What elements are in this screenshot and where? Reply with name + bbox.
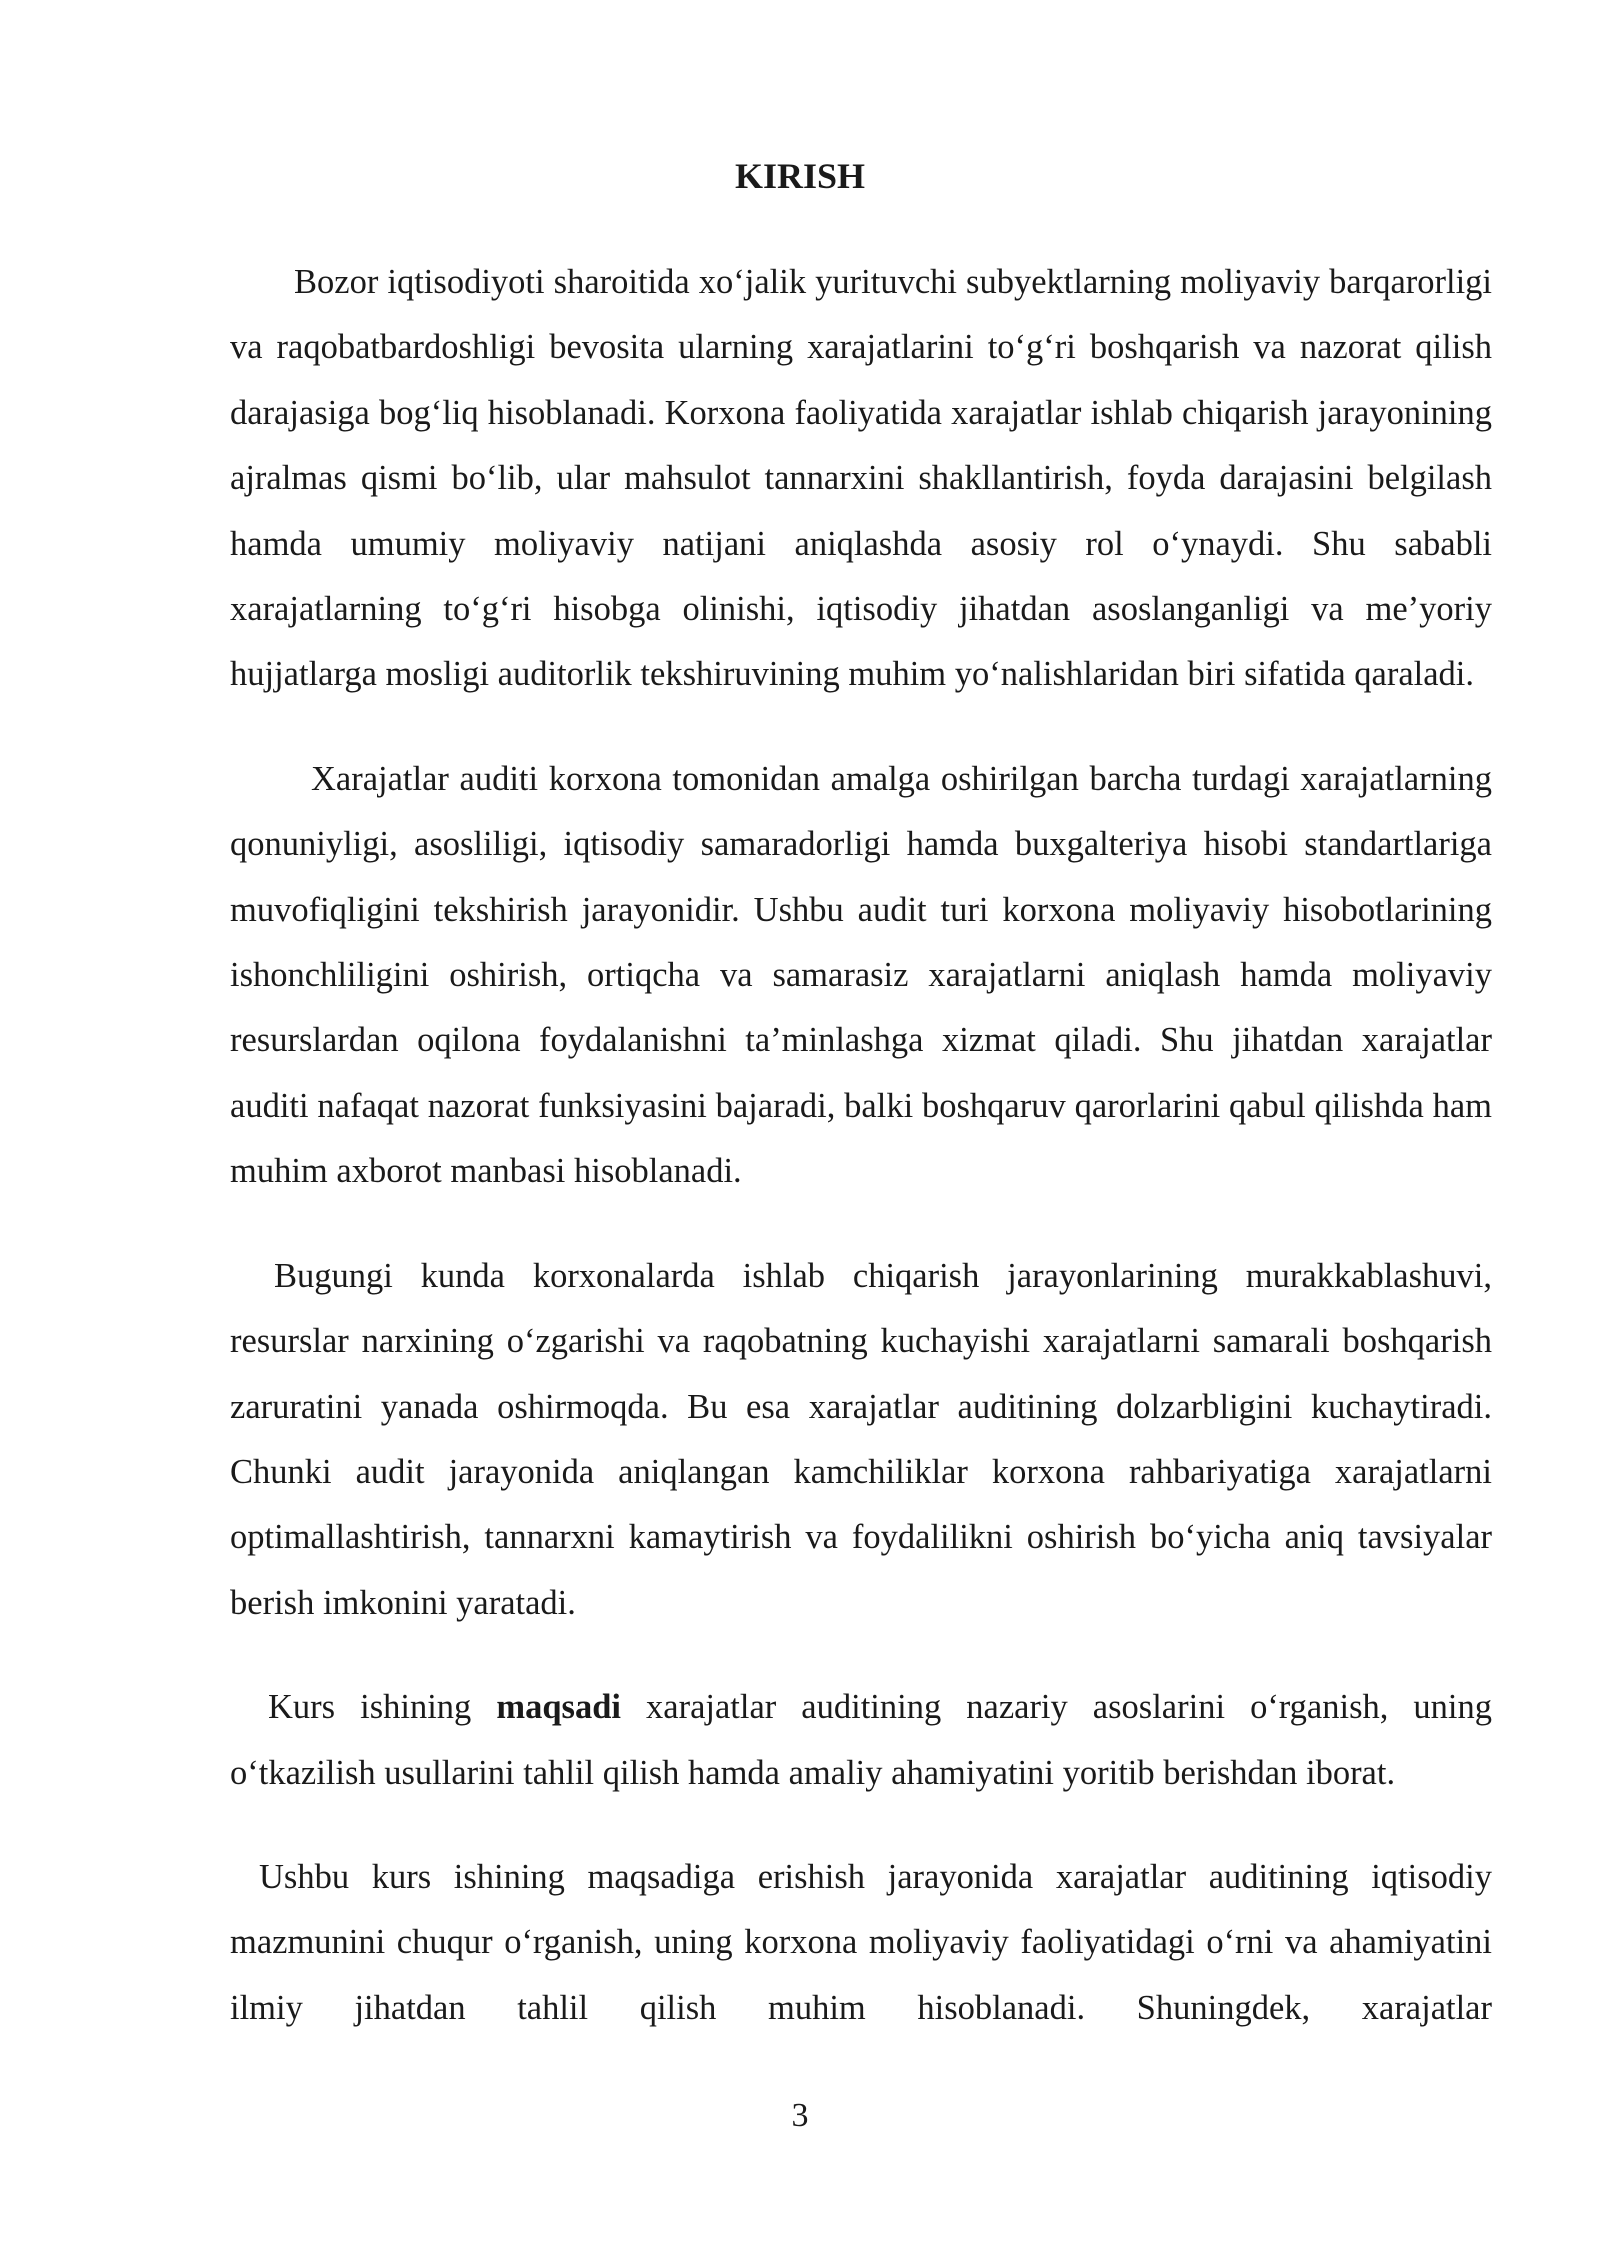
paragraph-4-lead: Kurs ishining bbox=[268, 1688, 497, 1727]
paragraph-4 bbox=[230, 1675, 1492, 1806]
body-text bbox=[230, 250, 1492, 2041]
paragraph-1: Bozor iqtisodiyoti sharoitida xo‘jalik yurituvchi subyektlarning moliyaviy barqarorligi va raqobatbardoshligi bevosita ularning xarajatlarini to‘g‘ri boshqarish va nazorat qilish darajasiga bog‘liq hisoblanadi. Korxona faoliyatida xarajatlar ishlab chiqarish jarayonining ajralmas qismi bo‘lib, ular mahsulot tannarxini shakllantirish, foyda darajasini belgilash hamda umumiy moliyaviy natijani aniqlashda asosiy rol o‘ynaydi. Shu sababli xarajatlarning to‘g‘ri hisobga olinishi, iqtisodiy jihatdan asoslanganligi va me’yoriy hujjatlarga mosligi auditorlik tekshiruvining muhim yo‘nalishlaridan biri sifatida qaraladi. bbox=[230, 263, 1492, 694]
paragraph-3: Bugungi kunda korxonalarda ishlab chiqarish jarayonlarining murakkablashuvi, resurslar narxining o‘zgarishi va raqobatning kuchayishi xarajatlarni samarali boshqarish zaruratini yanada oshirmoqda. Bu esa xarajatlar auditining dolzarbligini kuchaytiradi. Chunki audit jarayonida aniqlangan kamchiliklar korxona rahbariyatiga xarajatlarni optimallashtirish, tannarxni kamaytirish va foydalilikni oshirish bo‘yicha aniq tavsiyalar berish imkonini yaratadi. bbox=[230, 1256, 1492, 1622]
page-number: 3 bbox=[791, 2097, 809, 2134]
section-title: KIRISH bbox=[734, 156, 866, 196]
paragraph-4-bold-term: maqsadi bbox=[496, 1688, 621, 1727]
paragraph-4-rest: xarajatlar auditining nazariy asoslarini o‘rganish, uning o‘tkazilish usullarini tahlil qilish hamda amaliy ahamiyatini yoritib berishdan iborat. bbox=[230, 1688, 1493, 1792]
paragraph-5: Ushbu kurs ishining maqsadiga erishish jarayonida xarajatlar auditining iqtisodiy mazmunini chuqur o‘rganish, uning korxona moliyaviy faoliyatidagi o‘rni va ahamiyatini ilmiy jihatdan tahlil qilish muhim hisoblanadi. Shuningdek, xarajatlar bbox=[230, 1857, 1492, 2027]
paragraph-2: Xarajatlar auditi korxona tomonidan amalga oshirilgan barcha turdagi xarajatlarning qonuniyligi, asosliligi, iqtisodiy samaradorligi hamda buxgalteriya hisobi standartlariga muvofiqligini tekshirish jarayonidir. Ushbu audit turi korxona moliyaviy hisobotlarining ishonchliligini oshirish, ortiqcha va samarasiz xarajatlarni aniqlash hamda moliyaviy resurslardan oqilona foydalanishni ta’minlashga xizmat qiladi. Shu jihatdan xarajatlar auditi nafaqat nazorat funksiyasini bajaradi, balki boshqaruv qarorlarini qabul qilishda ham muhim axborot manbasi hisoblanadi. bbox=[230, 759, 1492, 1191]
